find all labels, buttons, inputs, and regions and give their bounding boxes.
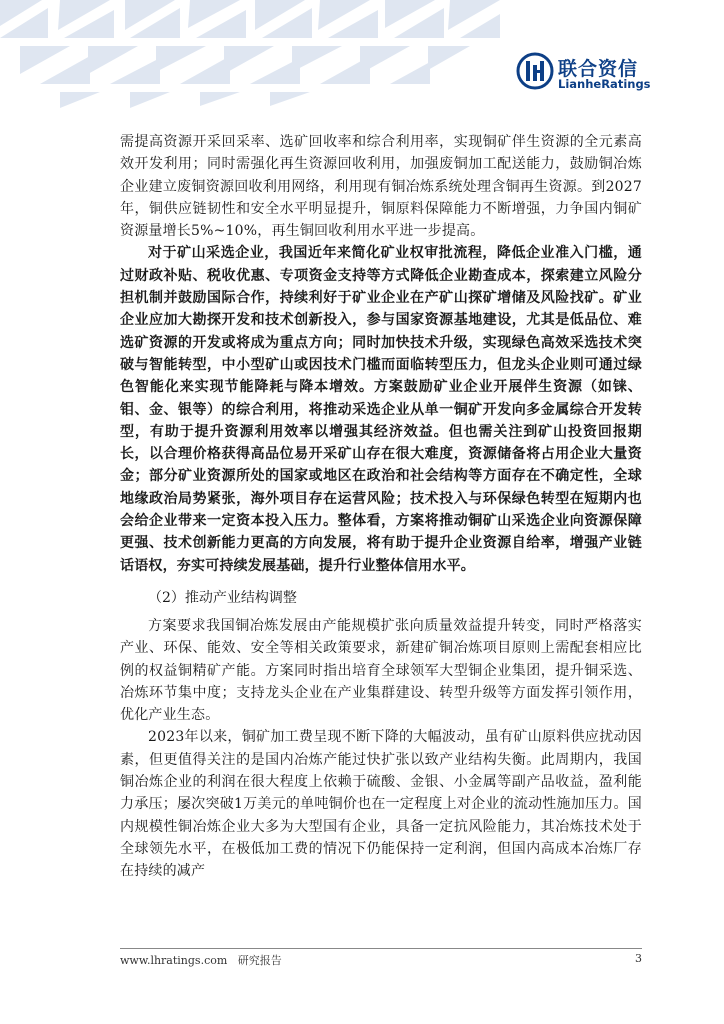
logo-text-cn: 联合资信 <box>558 58 639 80</box>
paragraph-mining-enterprises: 对于矿山采选企业，我国近年来简化矿业权审批流程，降低企业准入门槛，通过财政补贴、税收优惠、专项资金支持等方式降低企业勘查成本，探索建立风险分担机制并鼓励国际合作，持续利好于矿业企业在产矿山探矿增储及风险找矿。矿业企业应加大勘探开发和技术创新投入，参与国家资源基地建设，尤其是低品位、难选矿资源的开发或将成为重点方向；同时加快技术升级，实现绿色高效采选技术突破与智能转型，中小型矿山或因技术门槛而面临转型压力，但龙头企业则可通过绿色智能化来实现节能降耗与降本增效。方案鼓励矿业企业开展伴生资源（如铼、钼、金、银等）的综合利用，将推动采选企业从单一铜矿开发向多金属综合开发转型，有助于提升资源利用效率以增强其经济效益。但也需关注到矿山投资回报期长，以合理价格获得高品位易开采矿山存在很大难度，资源储备将占用企业大量资金；部分矿业资源所处的国家或地区在政治和社会结构等方面存在不确定性，全球地缘政治局势紧张，海外项目存在运营风险；技术投入与环保绿色转型在短期内也会给企业带来一定资本投入压力。整体看，方案将推动铜矿山采选企业向资源保障更强、技术创新能力更高的方向发展，将有助于提升企业资源自给率，增强产业链话语权，夯实可持续发展基础，提升行业整体信用水平。 <box>120 245 642 574</box>
footer-divider <box>120 948 642 949</box>
logo-mark-icon <box>516 52 554 90</box>
lianhe-ratings-logo <box>516 52 651 96</box>
footer-source <box>120 952 282 968</box>
report-body <box>120 131 642 883</box>
logo-text-en: LianheRatings <box>558 77 651 91</box>
paragraph-resource-recycling: 需提高资源开采回采率、选矿回收率和综合利用率，实现铜矿伴生资源的全元素高效开发利用；同时需强化再生资源回收利用，加强废铜加工配送能力，鼓励铜冶炼企业建立废铜资源回收利用网络，利用现有铜冶炼系统处理含铜再生资源。到2027年，铜供应链韧性和安全水平明显提升，铜原料保障能力不断增强，力争国内铜矿资源量增长5%~10%，再生铜回收利用水平进一步提高。 <box>120 134 642 240</box>
footer-section: 研究报告 <box>237 954 282 967</box>
footer-website: www.lhratings.com <box>120 954 228 967</box>
paragraph-industry-structure: 方案要求我国铜冶炼发展由产能规模扩张向质量效益提升转变，同时严格落实产业、环保、能效、安全等相关政策要求，新建矿铜冶炼项目原则上需配套相应比例的权益铜精矿产能。方案同时指出培育全球领军大型铜企业集团，提升铜采选、冶炼环节集中度；支持龙头企业在产业集群建设、转型升级等方面发挥引领作用，优化产业生态。 <box>120 617 642 724</box>
section-subheading: （2）推动产业结构调整 <box>148 589 297 606</box>
paragraph-processing-fees: 2023年以来，铜矿加工费呈现不断下降的大幅波动，虽有矿山原料供应扰动因素，但更值得关注的是国内冶炼产能过快扩张以致产业结构失衡。此周期内，我国铜冶炼企业的利润在很大程度上依赖于硫酸、金银、小金属等副产品收益，盈利能力承压；屡次突破1万美元的单吨铜价也在一定程度上对企业的流动性施加压力。国内规模性铜冶炼企业大多为大型国有企业，具备一定抗风险能力，其冶炼技术处于全球领先水平，在极低加工费的情况下仍能保持一定利润，但国内高成本冶炼厂存在持续的减产 <box>120 729 642 880</box>
page-number: 3 <box>635 952 642 965</box>
